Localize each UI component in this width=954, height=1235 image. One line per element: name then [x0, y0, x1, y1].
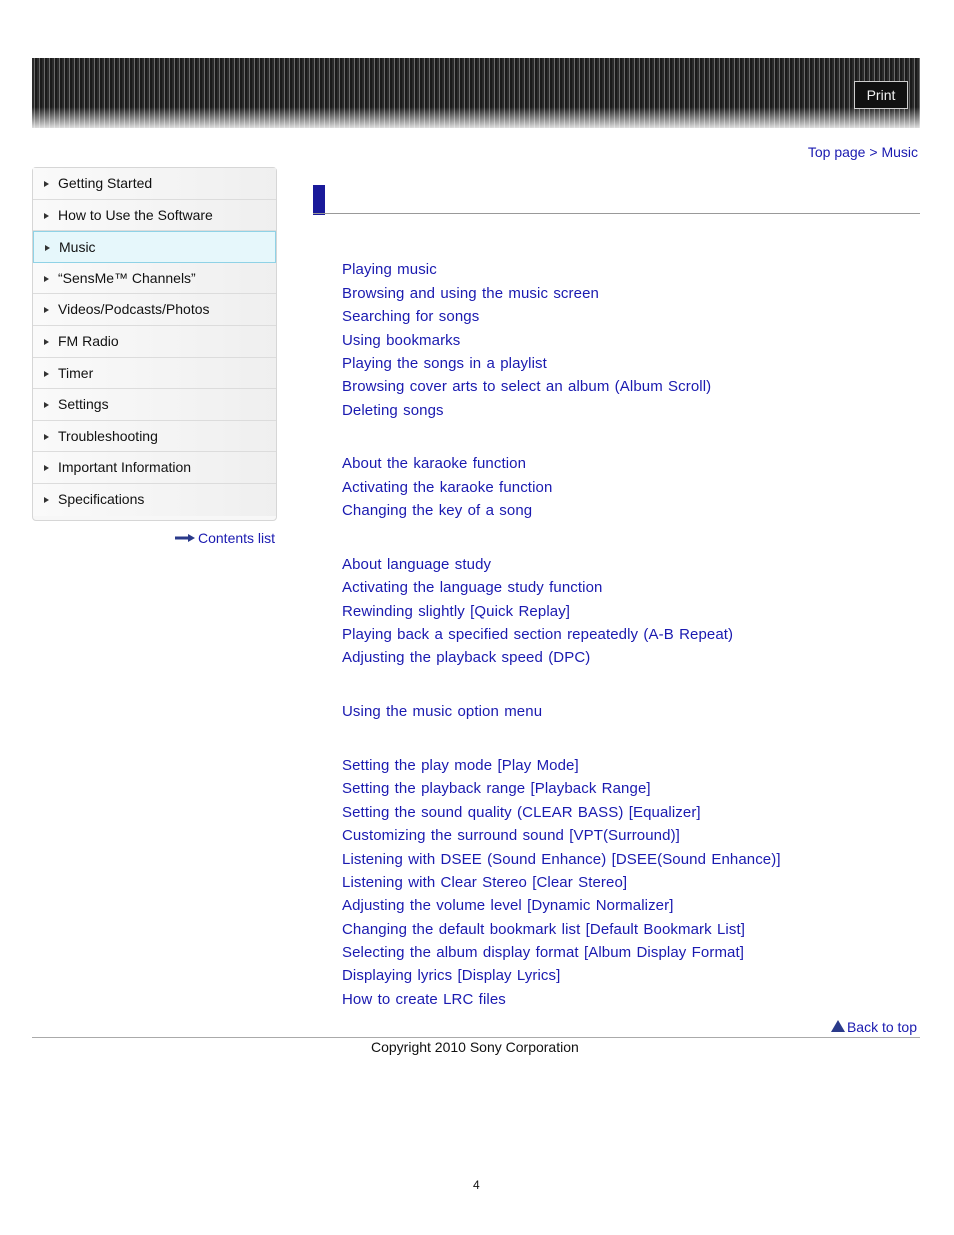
arrow-right-icon: [44, 181, 49, 187]
link-dpc[interactable]: Adjusting the playback speed (DPC): [342, 649, 591, 666]
link-album-scroll[interactable]: Browsing cover arts to select an album (Album Scroll): [342, 378, 712, 395]
breadcrumb-top-page-link[interactable]: Top page: [807, 144, 866, 160]
header-banner: [32, 58, 920, 128]
sidebar-item-important-information[interactable]: [33, 452, 276, 484]
link-default-bookmark-list[interactable]: Changing the default bookmark list [Default Bookmark List]: [342, 921, 745, 938]
arrow-right-icon: [44, 276, 49, 282]
sidebar-item-specifications[interactable]: [33, 484, 276, 516]
arrow-right-icon: [44, 339, 49, 345]
sidebar-item-fm-radio[interactable]: [33, 326, 276, 358]
link-dsee[interactable]: Listening with DSEE (Sound Enhance) [DSEE(Sound Enhance)]: [342, 851, 781, 868]
sidebar-item-troubleshooting[interactable]: [33, 421, 276, 453]
sidebar-item-label: FM Radio: [58, 332, 119, 349]
breadcrumb-music-link[interactable]: Music: [881, 144, 918, 160]
link-deleting-songs[interactable]: Deleting songs: [342, 402, 444, 419]
link-activating-language-study[interactable]: Activating the language study function: [342, 579, 603, 596]
link-changing-key[interactable]: Changing the key of a song: [342, 502, 533, 519]
print-button[interactable]: Print: [854, 81, 908, 109]
arrow-right-icon: [175, 534, 195, 542]
arrow-right-icon: [45, 245, 50, 251]
breadcrumb-separator: >: [869, 144, 878, 160]
link-dynamic-normalizer[interactable]: Adjusting the volume level [Dynamic Normalizer]: [342, 897, 674, 914]
link-browsing-music-screen[interactable]: Browsing and using the music screen: [342, 285, 599, 302]
link-music-option-menu[interactable]: Using the music option menu: [342, 703, 543, 720]
arrow-right-icon: [44, 497, 49, 503]
link-about-karaoke[interactable]: About the karaoke function: [342, 455, 527, 472]
link-ab-repeat[interactable]: Playing back a specified section repeatedly (A-B Repeat): [342, 626, 734, 643]
link-about-language-study[interactable]: About language study: [342, 556, 492, 573]
arrow-right-icon: [44, 434, 49, 440]
link-equalizer[interactable]: Setting the sound quality (CLEAR BASS) [Equalizer]: [342, 804, 701, 821]
contents-list-label: Contents list: [198, 530, 276, 546]
link-lrc-files[interactable]: How to create LRC files: [342, 991, 506, 1008]
sidebar-item-label: Settings: [58, 396, 109, 413]
arrow-right-icon: [44, 213, 49, 219]
back-to-top-label: Back to top: [846, 1019, 917, 1035]
sidebar-item-how-to-use-software[interactable]: [33, 200, 276, 232]
sidebar-item-settings[interactable]: [33, 389, 276, 421]
sidebar-item-label: “SensMe™ Channels”: [58, 269, 196, 286]
link-playlist[interactable]: Playing the songs in a playlist: [342, 355, 547, 372]
page-number: 4: [473, 1178, 480, 1192]
link-activating-karaoke[interactable]: Activating the karaoke function: [342, 479, 553, 496]
sidebar-item-music[interactable]: [33, 231, 276, 263]
sidebar-item-label: Timer: [58, 364, 94, 381]
link-display-lyrics[interactable]: Displaying lyrics [Display Lyrics]: [342, 967, 561, 984]
link-play-mode[interactable]: Setting the play mode [Play Mode]: [342, 757, 579, 774]
sidebar-item-label: Videos/Podcasts/Photos: [58, 301, 210, 318]
arrow-right-icon: [44, 371, 49, 377]
link-quick-replay[interactable]: Rewinding slightly [Quick Replay]: [342, 603, 571, 620]
breadcrumb: [808, 144, 918, 160]
sidebar-item-label: Important Information: [58, 459, 192, 476]
link-clear-stereo[interactable]: Listening with Clear Stereo [Clear Stereo]: [342, 874, 628, 891]
arrow-right-icon: [44, 307, 49, 313]
back-to-top-link[interactable]: [831, 1019, 917, 1035]
sidebar-item-label: Troubleshooting: [58, 427, 158, 444]
contents-list-link[interactable]: [175, 530, 275, 546]
sidebar-item-videos-podcasts-photos[interactable]: [33, 294, 276, 326]
link-playback-range[interactable]: Setting the playback range [Playback Range]: [342, 780, 651, 797]
sidebar-item-timer[interactable]: [33, 358, 276, 390]
footer-divider: [32, 1037, 920, 1038]
arrow-right-icon: [44, 402, 49, 408]
title-marker: [313, 185, 325, 215]
sidebar-item-label: Specifications: [58, 490, 145, 507]
arrow-right-icon: [44, 465, 49, 471]
sidebar-item-label: How to Use the Software: [58, 206, 213, 223]
link-album-display-format[interactable]: Selecting the album display format [Album Display Format]: [342, 944, 745, 961]
link-vpt-surround[interactable]: Customizing the surround sound [VPT(Surround)]: [342, 827, 680, 844]
sidebar-item-sensme-channels[interactable]: [33, 263, 276, 295]
sidebar-nav: [32, 167, 277, 521]
sidebar-item-label: Getting Started: [58, 175, 153, 191]
sidebar-item-label: Music: [59, 239, 96, 256]
sidebar-item-getting-started[interactable]: [33, 168, 276, 200]
link-using-bookmarks[interactable]: Using bookmarks: [342, 332, 461, 349]
copyright-text: Copyright 2010 Sony Corporation: [371, 1039, 579, 1055]
link-playing-music[interactable]: Playing music: [342, 261, 437, 278]
link-searching-songs[interactable]: Searching for songs: [342, 308, 480, 325]
up-triangle-icon: [831, 1020, 845, 1032]
title-divider: [313, 213, 920, 214]
